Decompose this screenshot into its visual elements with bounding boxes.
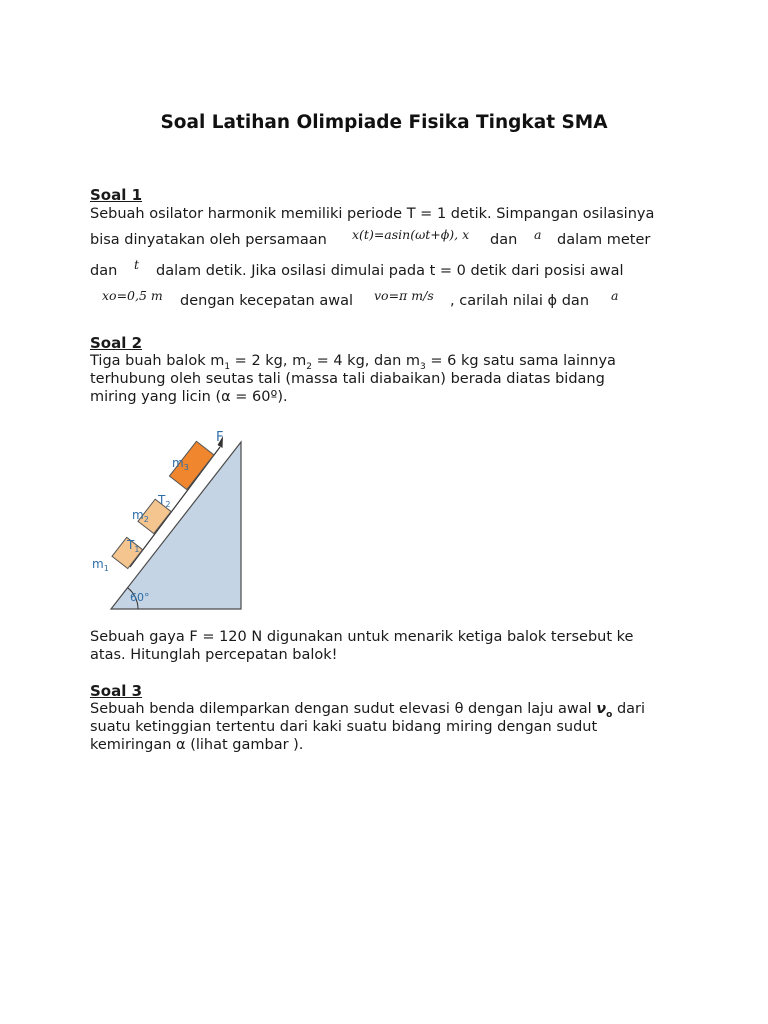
label-force: F xyxy=(216,430,224,445)
soal-2-question xyxy=(90,628,690,664)
incline-diagram xyxy=(86,424,256,616)
soal-2-heading: Soal 2 xyxy=(90,334,143,352)
soal-1-heading: Soal 1 xyxy=(90,186,143,204)
soal-2-line-3: miring yang licin (α = 60º). xyxy=(90,389,288,405)
soal-2-after-line-2: atas. Hitunglah percepatan balok! xyxy=(90,647,338,663)
soal-3-line-1: Sebuah benda dilemparkan dengan sudut elevasi θ dengan laju awal $\nu_o$ dari xyxy=(90,701,646,720)
page-title: Soal Latihan Olimpiade Fisika Tingkat SMA xyxy=(160,112,608,133)
variable-t: t xyxy=(134,257,140,272)
soal-2-after-line-1: Sebuah gaya F = 120 N digunakan untuk menarik ketiga balok tersebut ke xyxy=(90,629,634,645)
soal-1-line-4a: dengan kecepatan awal xyxy=(180,293,354,309)
variable-a-2: a xyxy=(611,288,619,303)
soal-2-line-2: terhubung oleh seutas tali (massa tali diabaikan) berada diatas bidang xyxy=(90,371,605,387)
soal-1-line-4b: , carilah nilai ϕ dan xyxy=(450,293,590,309)
variable-a: a xyxy=(534,227,542,242)
soal-2-line-1: Tiga buah balok $m_1 = 2$ kg, $m_2 = 4$ kg, dan $m_3 = 6$ kg satu sama lainnya xyxy=(90,353,616,372)
soal-1-line-1: Sebuah osilator harmonik memiliki periode T = 1 detik. Simpangan osilasinya xyxy=(90,206,655,222)
soal-1-line-2b: dan xyxy=(490,232,518,248)
label-m3: $m_3$ xyxy=(172,456,189,472)
angle-label: 60° xyxy=(130,591,150,604)
soal-3-paragraph xyxy=(90,700,690,754)
soal-3-heading: Soal 3 xyxy=(90,682,143,700)
soal-1-line-2a: bisa dinyatakan oleh persamaan xyxy=(90,232,327,248)
soal-2-paragraph xyxy=(90,352,690,406)
soal-1-line-3b: dalam detik. Jika osilasi dimulai pada t = 0 detik dari posisi awal xyxy=(156,263,624,279)
label-m1: $m_1$ xyxy=(92,557,109,573)
equation-displacement: x(t)=asin(ωt+ϕ), x xyxy=(352,227,470,242)
label-t1: $T_1$ xyxy=(127,538,140,554)
label-m2: $m_2$ xyxy=(132,508,149,524)
soal-1-line-3a: dan xyxy=(90,263,118,279)
soal-3-line-3: kemiringan α (lihat gambar ). xyxy=(90,737,304,753)
equation-initial-position: xo=0,5 m xyxy=(102,288,163,303)
soal-3-line-2: suatu ketinggian tertentu dari kaki suatu bidang miring dengan sudut xyxy=(90,719,598,735)
soal-1-line-2c: dalam meter xyxy=(557,232,651,248)
equation-initial-velocity: vo=π m/s xyxy=(374,288,434,303)
label-t2: $T_2$ xyxy=(158,493,171,509)
